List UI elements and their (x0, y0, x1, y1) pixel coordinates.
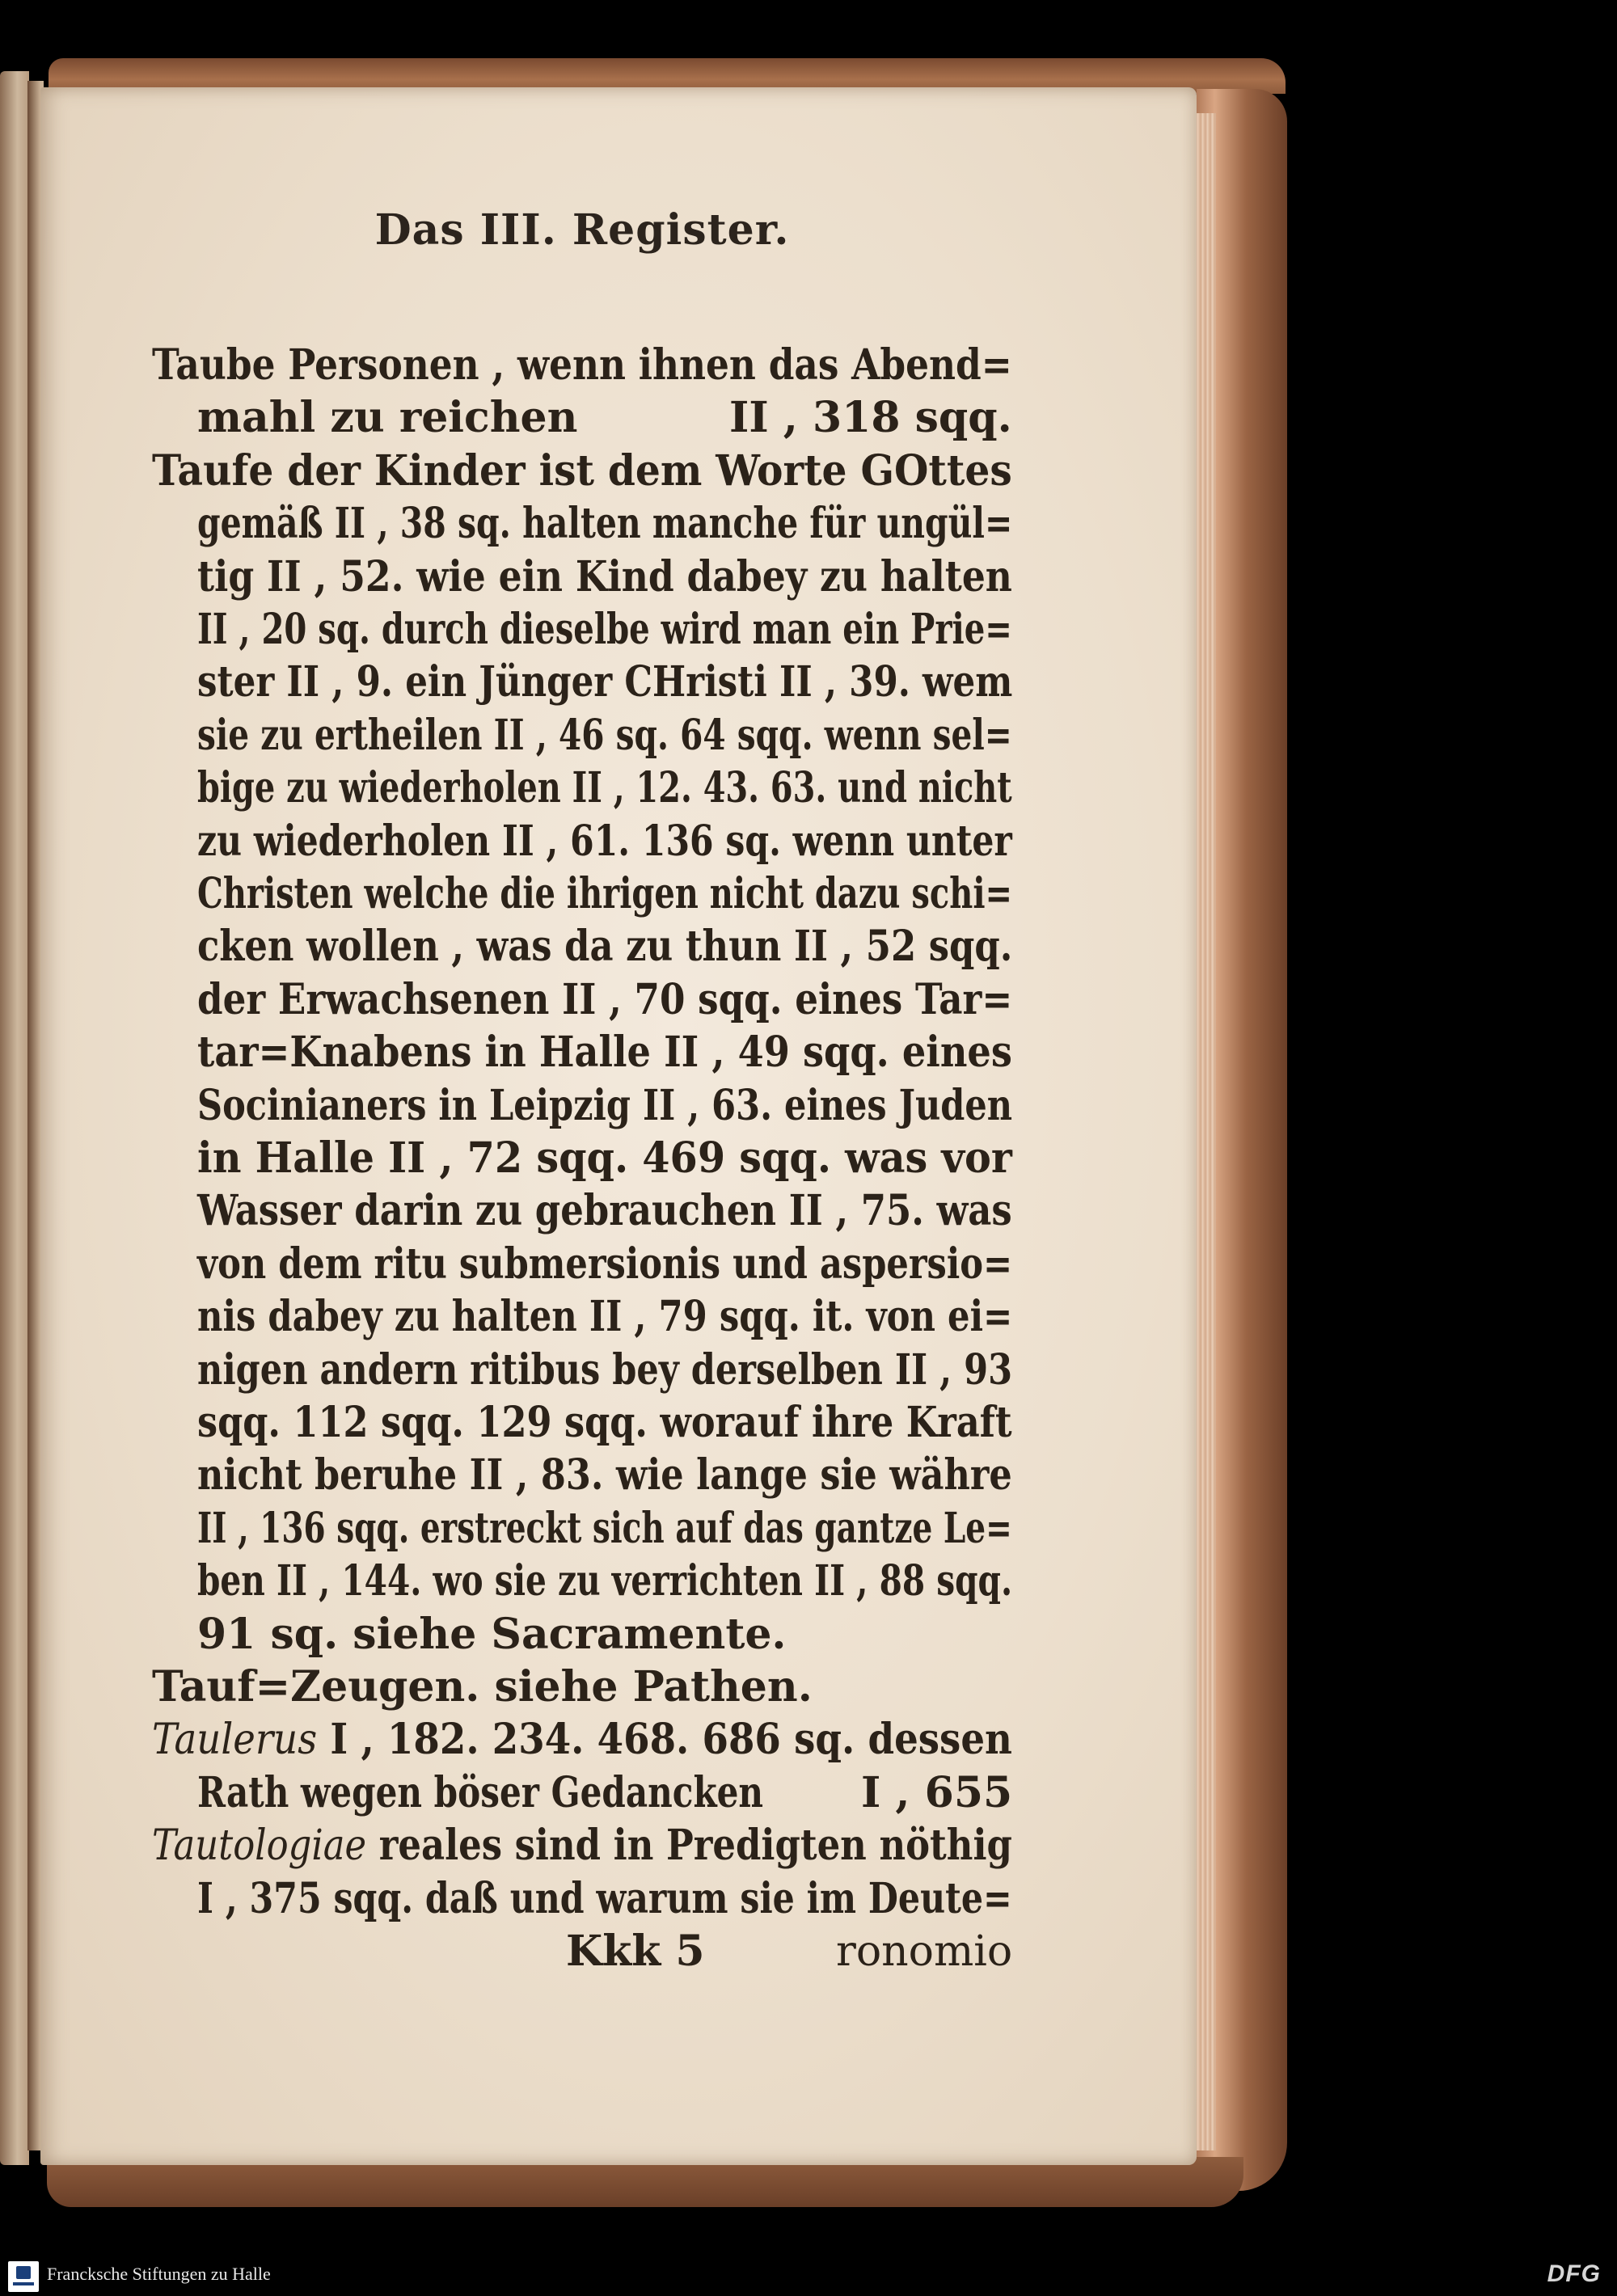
previous-page-edge (0, 71, 29, 2165)
text-line: zu wiederholen II , 61. 136 sq. wenn unter (197, 816, 1012, 866)
text-line (152, 1820, 1012, 1872)
text-line: nis dabey zu halten II , 79 sqq. it. von ei= (197, 1292, 1013, 1342)
institution-logo-icon (8, 2261, 39, 2292)
text-line: Socinianers in Leipzig II , 63. eines Juden (197, 1080, 1013, 1130)
text-line: tar=Knabens in Halle II , 49 sqq. eines (197, 1028, 1012, 1078)
text-line: nicht beruhe II , 83. wie lange sie währe (197, 1450, 1012, 1500)
page-reference: II , 318 sqq. (729, 393, 1012, 443)
text-line: von dem ritu submersionis und aspersio= (197, 1239, 1013, 1289)
text-line (152, 1714, 1012, 1766)
text-line: Rath wegen böser Gedancken (197, 1767, 764, 1817)
text-line: I , 375 sqq. daß und warum sie im Deute= (197, 1873, 1012, 1923)
text-line: II , 20 sq. durch dieselbe wird man ein Prie= (197, 605, 1012, 654)
dfg-logo: DFG (1547, 2260, 1601, 2287)
line-rest: I , 182. 234. 468. 686 sq. dessen (317, 1715, 1012, 1765)
text-line: cken wollen , was da zu thun II , 52 sqq. (197, 922, 1013, 972)
text-line: gemäß II , 38 sq. halten manche für ungül= (197, 499, 1013, 549)
text-line: ben II , 144. wo sie zu verrichten II , 88 sqq. (197, 1556, 1013, 1606)
text-line: sqq. 112 sqq. 129 sqq. worauf ihre Kraft (197, 1398, 1012, 1447)
text-line: Wasser darin zu gebrauchen II , 75. was (197, 1186, 1012, 1236)
signature-mark: Kkk 5 (566, 1927, 705, 1976)
line-rest: reales sind in Predigten nöthig (366, 1821, 1012, 1871)
text-line: II , 136 sqq. erstreckt sich auf das gantze Le= (197, 1503, 1012, 1553)
catchword: ronomio (836, 1927, 1013, 1976)
text-line: Taufe der Kinder ist dem Worte GOttes (152, 445, 1012, 496)
text-line: bige zu wiederholen II , 12. 43. 63. und nicht (197, 763, 1012, 813)
text-line: Christen welche die ihrigen nicht dazu schi= (197, 869, 1013, 918)
page-reference: I , 655 (861, 1767, 1013, 1817)
text-line: ster II , 9. ein Jünger CHristi II , 39. wem (197, 657, 1013, 707)
italic-term: Tautologiae (152, 1821, 367, 1871)
text-line: 91 sq. siehe Sacramente. (197, 1609, 787, 1659)
text-line: nigen andern ritibus bey derselben II , 93 (197, 1344, 1013, 1395)
text-line: mahl zu reichen (197, 393, 578, 443)
italic-term: Taulerus (152, 1716, 318, 1765)
text-line: in Halle II , 72 sqq. 469 sqq. was vor (197, 1133, 1012, 1183)
text-line: Tauf=Zeugen. siehe Pathen. (152, 1662, 813, 1711)
page-title: Das III. Register. (374, 205, 790, 255)
text-line: sie zu ertheilen II , 46 sq. 64 sqq. wenn sel= (197, 710, 1012, 760)
text-line: der Erwachsenen II , 70 sqq. eines Tar= (197, 974, 1013, 1024)
institution-name: Francksche Stiftungen zu Halle (47, 2264, 271, 2284)
text-line: Taube Personen , wenn ihnen das Abend= (152, 340, 1012, 390)
text-line: tig II , 52. wie ein Kind dabey zu halten (197, 551, 1012, 601)
